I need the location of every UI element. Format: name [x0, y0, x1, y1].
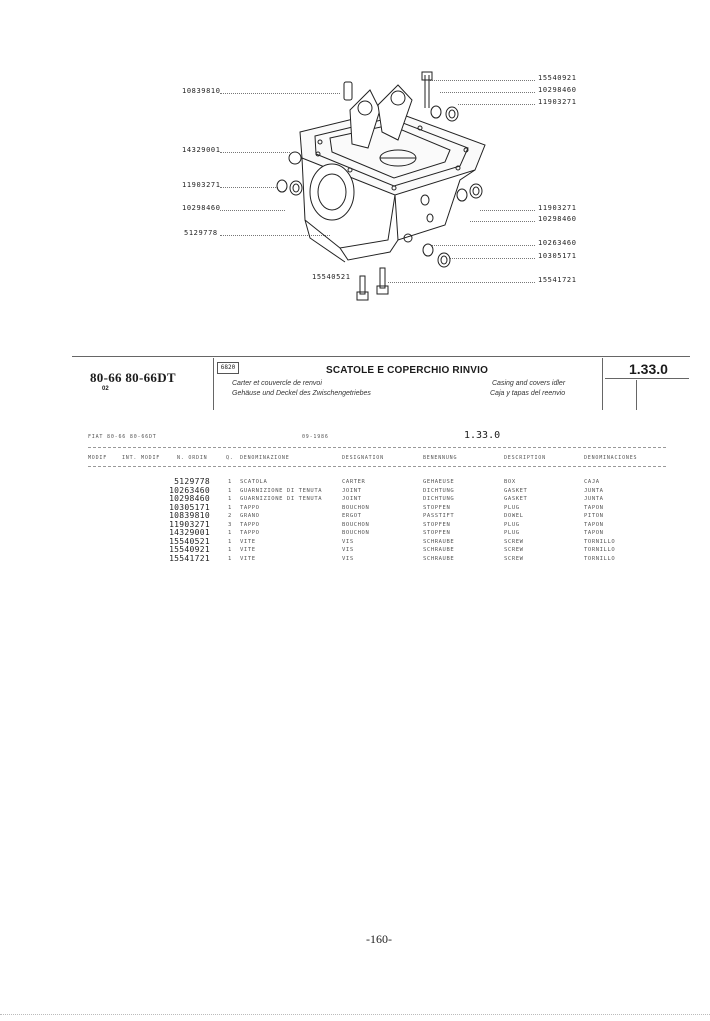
part-it: VITE	[240, 547, 256, 553]
part-en: SCREW	[504, 547, 524, 553]
header-divider-section	[636, 380, 637, 410]
section-number: 1.33.0	[629, 361, 668, 377]
colhead-rule	[88, 466, 666, 467]
col-designation: DESIGNATION	[342, 455, 384, 461]
part-en: SCREW	[504, 538, 524, 545]
part-number: 5129778	[174, 477, 210, 486]
part-it: VITE	[240, 555, 256, 562]
part-number: 15540521	[169, 536, 210, 546]
gearbox-casing-drawing	[270, 70, 500, 310]
part-en: BOX	[504, 479, 516, 485]
parts-table	[150, 478, 670, 568]
callout-label: 14329001	[182, 146, 221, 154]
part-number: 11903271	[169, 519, 210, 529]
table-row	[150, 529, 650, 537]
part-number: 10839810	[169, 511, 210, 520]
part-en: SCREW	[504, 555, 524, 562]
subtitle-de: Gehäuse und Deckel des Zwischengetriebes	[232, 390, 371, 397]
table-row	[150, 495, 650, 503]
col-denominazione: DENOMINAZIONE	[240, 455, 290, 461]
part-de: STOPFEN	[423, 530, 451, 536]
part-fr: JOINT	[342, 487, 362, 494]
part-fr: VIS	[342, 555, 354, 562]
table-row	[150, 521, 650, 529]
part-en: PLUG	[504, 504, 520, 511]
table-row	[150, 487, 650, 495]
part-number: 10263460	[169, 485, 210, 495]
section-underline	[605, 378, 689, 379]
col-benennung: BENENNUNG	[423, 455, 458, 461]
callout-label: 5129778	[184, 229, 218, 237]
part-number: 14329001	[169, 528, 210, 537]
part-qty: 1	[228, 504, 232, 511]
exploded-diagram	[0, 0, 710, 320]
callout-label: 10298460	[182, 204, 221, 212]
col-n-ordin: N. ORDIN	[177, 455, 208, 461]
col-denominaciones: DENOMINACIONES	[584, 455, 638, 461]
part-it: TAPPO	[240, 504, 260, 511]
col-description: DESCRIPTION	[504, 455, 546, 461]
part-qty: 1	[228, 530, 232, 536]
callout-label: 15540921	[538, 74, 577, 82]
page-number: -160-	[366, 932, 392, 946]
col-qty: Q.	[226, 455, 234, 461]
part-es: TORNILLO	[584, 538, 616, 545]
part-qty: 1	[228, 538, 232, 545]
table-row	[150, 546, 650, 554]
callout-label: 11903271	[182, 181, 221, 189]
part-es: TAPON	[584, 504, 604, 511]
callout-label: 10263460	[538, 239, 577, 247]
part-es: CAJA	[584, 479, 600, 485]
part-qty: 1	[228, 547, 232, 553]
part-de: GEHAEUSE	[423, 479, 455, 485]
part-en: GASKET	[504, 496, 528, 502]
header-top-rule	[72, 356, 690, 357]
part-en: PLUG	[504, 521, 520, 528]
part-es: TAPON	[584, 521, 604, 528]
part-qty: 1	[228, 496, 232, 502]
part-it: VITE	[240, 538, 256, 545]
code-box	[217, 362, 239, 374]
info-date: 09-1986	[302, 434, 329, 440]
part-fr: CARTER	[342, 479, 366, 485]
part-it: GRANO	[240, 513, 260, 519]
part-de: SCHRAUBE	[423, 555, 455, 562]
model-name: 80-66 80-66DT	[90, 370, 176, 385]
part-en: PLUG	[504, 530, 520, 536]
part-number: 10298460	[169, 494, 210, 503]
callout-label: 11903271	[538, 98, 577, 106]
section-title: SCATOLE E COPERCHIO RINVIO	[326, 365, 489, 376]
table-row	[150, 478, 650, 486]
header-divider-left	[213, 358, 214, 410]
info-section: 1.33.0	[464, 430, 501, 441]
part-de: PASSTIFT	[423, 513, 455, 519]
part-es: TORNILLO	[584, 555, 616, 562]
part-fr: VIS	[342, 538, 354, 545]
col-int-modif: INT. MODIF	[122, 455, 161, 461]
callout-label: 15541721	[538, 276, 577, 284]
part-de: STOPFEN	[423, 504, 451, 511]
table-row	[150, 538, 650, 546]
info-model: FIAT 80-66 80-66DT	[88, 434, 157, 440]
part-fr: ERGOT	[342, 513, 362, 519]
part-fr: BOUCHON	[342, 504, 370, 511]
part-es: PITON	[584, 513, 604, 519]
part-es: TORNILLO	[584, 547, 616, 553]
part-qty: 1	[228, 555, 232, 562]
callout-label: 10298460	[538, 215, 577, 223]
part-number: 15541721	[169, 553, 210, 563]
table-row	[150, 555, 650, 563]
callout-label: 10305171	[538, 252, 577, 260]
table-row	[150, 504, 650, 512]
part-fr: JOINT	[342, 496, 362, 502]
part-it: TAPPO	[240, 530, 260, 536]
bottom-edge-rule	[0, 1014, 710, 1015]
part-qty: 3	[228, 521, 232, 528]
code-box-label: 6820	[220, 364, 236, 371]
info-rule	[88, 447, 666, 448]
part-fr: BOUCHON	[342, 530, 370, 536]
part-es: TAPON	[584, 530, 604, 536]
subtitle-es: Caja y tapas del reenvio	[490, 390, 566, 397]
callout-label: 15540521	[312, 273, 351, 281]
part-de: DICHTUNG	[423, 487, 455, 494]
part-en: GASKET	[504, 487, 528, 494]
callout-label: 10298460	[538, 86, 577, 94]
part-de: DICHTUNG	[423, 496, 455, 502]
part-qty: 1	[228, 479, 232, 485]
part-it: SCATOLA	[240, 479, 268, 485]
callout-label: 11903271	[538, 204, 577, 212]
part-es: JUNTA	[584, 487, 604, 494]
part-fr: VIS	[342, 547, 354, 553]
part-fr: BOUCHON	[342, 521, 370, 528]
header-divider-right	[602, 358, 603, 410]
table-row	[150, 512, 650, 520]
part-it: GUARNIZIONE DI TENUTA	[240, 487, 323, 494]
part-qty: 2	[228, 513, 232, 519]
part-es: JUNTA	[584, 496, 604, 502]
part-de: STOPFEN	[423, 521, 451, 528]
subtitle-fr: Carter et couvercle de renvoi	[232, 380, 322, 387]
col-modif: MODIF	[88, 455, 108, 461]
callout-label: 10839810	[182, 87, 221, 95]
part-it: TAPPO	[240, 521, 260, 528]
part-number: 10305171	[169, 502, 210, 512]
part-it: GUARNIZIONE DI TENUTA	[240, 496, 323, 502]
part-de: SCHRAUBE	[423, 547, 455, 553]
part-de: SCHRAUBE	[423, 538, 455, 545]
part-number: 15540921	[169, 545, 210, 554]
model-sub: 02	[102, 386, 109, 392]
subtitle-en: Casing and covers idler	[492, 380, 566, 387]
part-qty: 1	[228, 487, 232, 494]
part-en: DOWEL	[504, 513, 524, 519]
